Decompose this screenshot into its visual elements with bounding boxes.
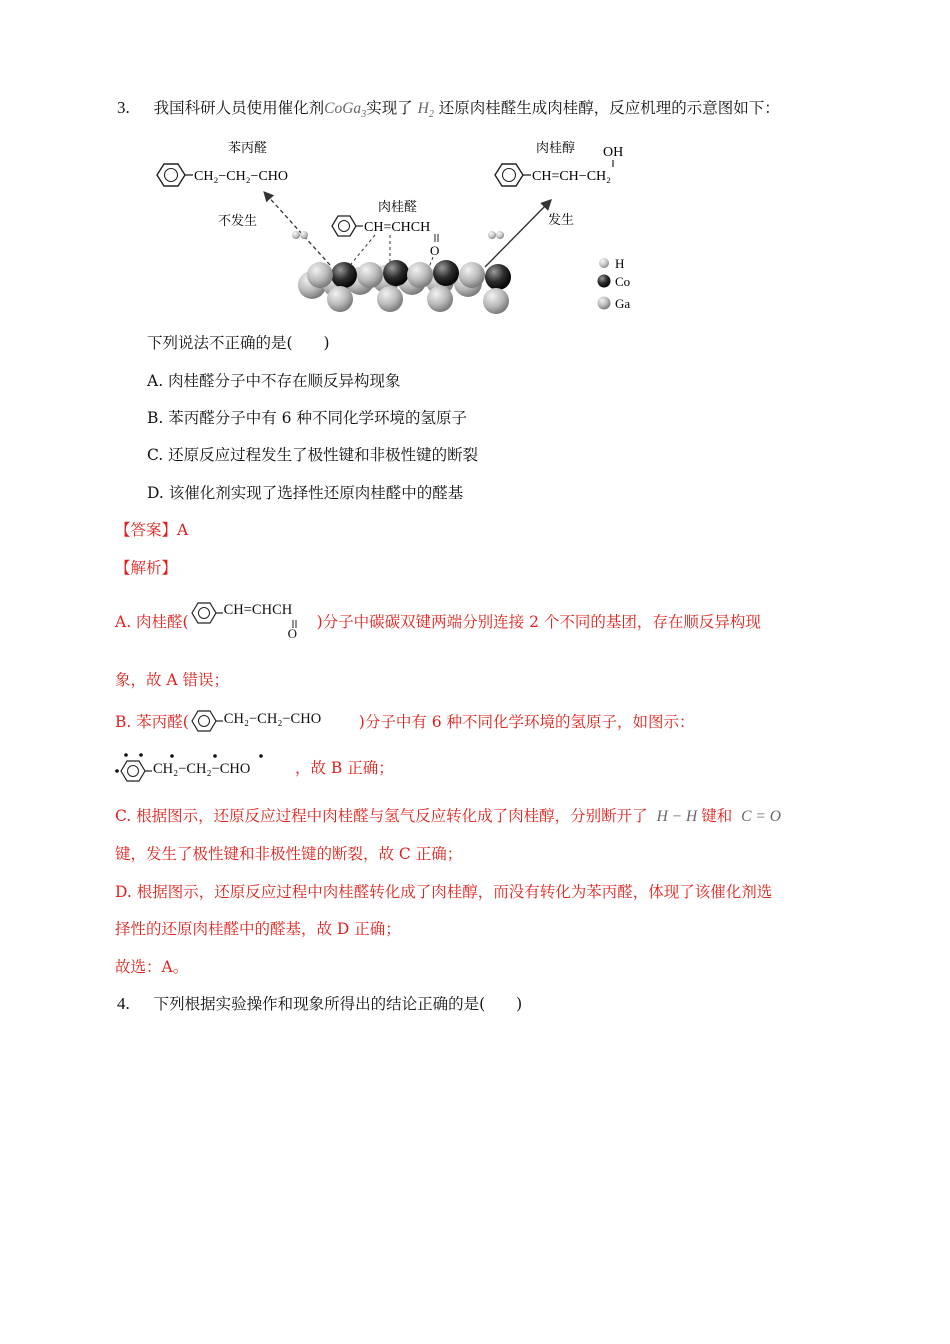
cinnamaldehyde-structure: CH=CHCH O xyxy=(189,600,317,642)
analysis-b-figure: CH₂−CH₂−CHO ，故 B 正确； xyxy=(115,750,394,784)
h2-formula: $H_2$ xyxy=(417,100,434,121)
option-a[interactable]: A. 肉桂醛分子中不存在顺反异构现象 xyxy=(147,372,401,390)
question-number: 3. xyxy=(117,98,130,117)
analysis-a-cont: 象，故 A 错误； xyxy=(115,671,230,689)
analysis-conclusion: 故选：A。 xyxy=(115,958,189,976)
analysis-a: A. 肉桂醛( CH=CHCH O )分子中碳碳双键两端分别连接 2 个不同的基团，存在顺反异构现 xyxy=(115,602,761,641)
formula-benzenepropanal: CH₂−CH₂−CHO xyxy=(194,169,289,184)
catalyst-surface xyxy=(298,260,511,314)
option-b[interactable]: B. 苯丙醛分子中有 6 种不同化学环境的氢原子 xyxy=(147,409,467,427)
question-4-stem: 4. 下列根据实验操作和现象所得出的结论正确的是( ) xyxy=(117,994,523,1013)
label-cinnamyl-alcohol: 肉桂醇 xyxy=(536,140,576,155)
benzene-ring-icon xyxy=(332,216,356,236)
reaction-mechanism-figure xyxy=(150,135,650,320)
question-3-stem: 3. 我国科研人员使用催化剂CoGa$_3$实现了 $H_2$ 还原肉桂醛生成肉桂醇，反应机理的示意图如下： xyxy=(117,98,780,121)
analysis-b: B. 苯丙醛( CH₂−CH₂−CHO )分子中有 6 种不同化学环境的氢原子，如图示： xyxy=(115,708,695,734)
answer-label: 【答案】A xyxy=(115,521,189,539)
label-not-occur: 不发生 xyxy=(218,213,258,228)
analysis-c-line1: C. 根据图示，还原反应过程中肉桂醛与氢气反应转化成了肉桂醇，分别断开了 H − H 键和 C = O xyxy=(115,807,781,825)
label-occur: 发生 xyxy=(548,212,575,227)
analysis-c-line2: 键，发生了极性键和非极性键的断裂，故 C 正确； xyxy=(115,845,463,863)
svg-text:Co: Co xyxy=(615,274,631,289)
option-d[interactable]: D. 该催化剂实现了选择性还原肉桂醛中的醛基 xyxy=(147,484,464,502)
analysis-d-line1: D. 根据图示，还原反应过程中肉桂醛转化成了肉桂醇，而没有转化为苯丙醛，体现了该催化剂选 xyxy=(115,883,773,901)
label-cinnamaldehyde: 肉桂醛 xyxy=(378,199,418,214)
question-number: 4. xyxy=(117,994,130,1013)
benzene-ring-icon xyxy=(495,164,523,186)
label-benzenepropanal: 苯丙醛 xyxy=(228,140,268,155)
svg-text:Ga: Ga xyxy=(615,296,631,311)
question-prompt: 下列说法不正确的是( ) xyxy=(147,334,330,352)
catalyst-formula: CoGa$_3$ xyxy=(324,100,367,121)
analysis-title: 【解析】 xyxy=(115,559,178,577)
formula-cinnamaldehyde: CH=CHCH xyxy=(364,220,431,235)
svg-text:OH: OH xyxy=(603,145,624,160)
formula-cinnamyl-alcohol: CH=CH−CH₂ xyxy=(532,169,612,184)
hydrogen-environment-structure: CH₂−CH₂−CHO xyxy=(115,750,295,784)
legend xyxy=(598,256,631,311)
svg-text:O: O xyxy=(430,243,440,258)
option-c[interactable]: C. 还原反应过程发生了极性键和非极性键的断裂 xyxy=(147,446,479,464)
analysis-d-line2: 择性的还原肉桂醛中的醛基，故 D 正确； xyxy=(115,920,401,938)
benzene-ring-icon xyxy=(157,164,185,186)
svg-text:H: H xyxy=(615,256,625,271)
benzenepropanal-structure: CH₂−CH₂−CHO xyxy=(189,708,359,734)
